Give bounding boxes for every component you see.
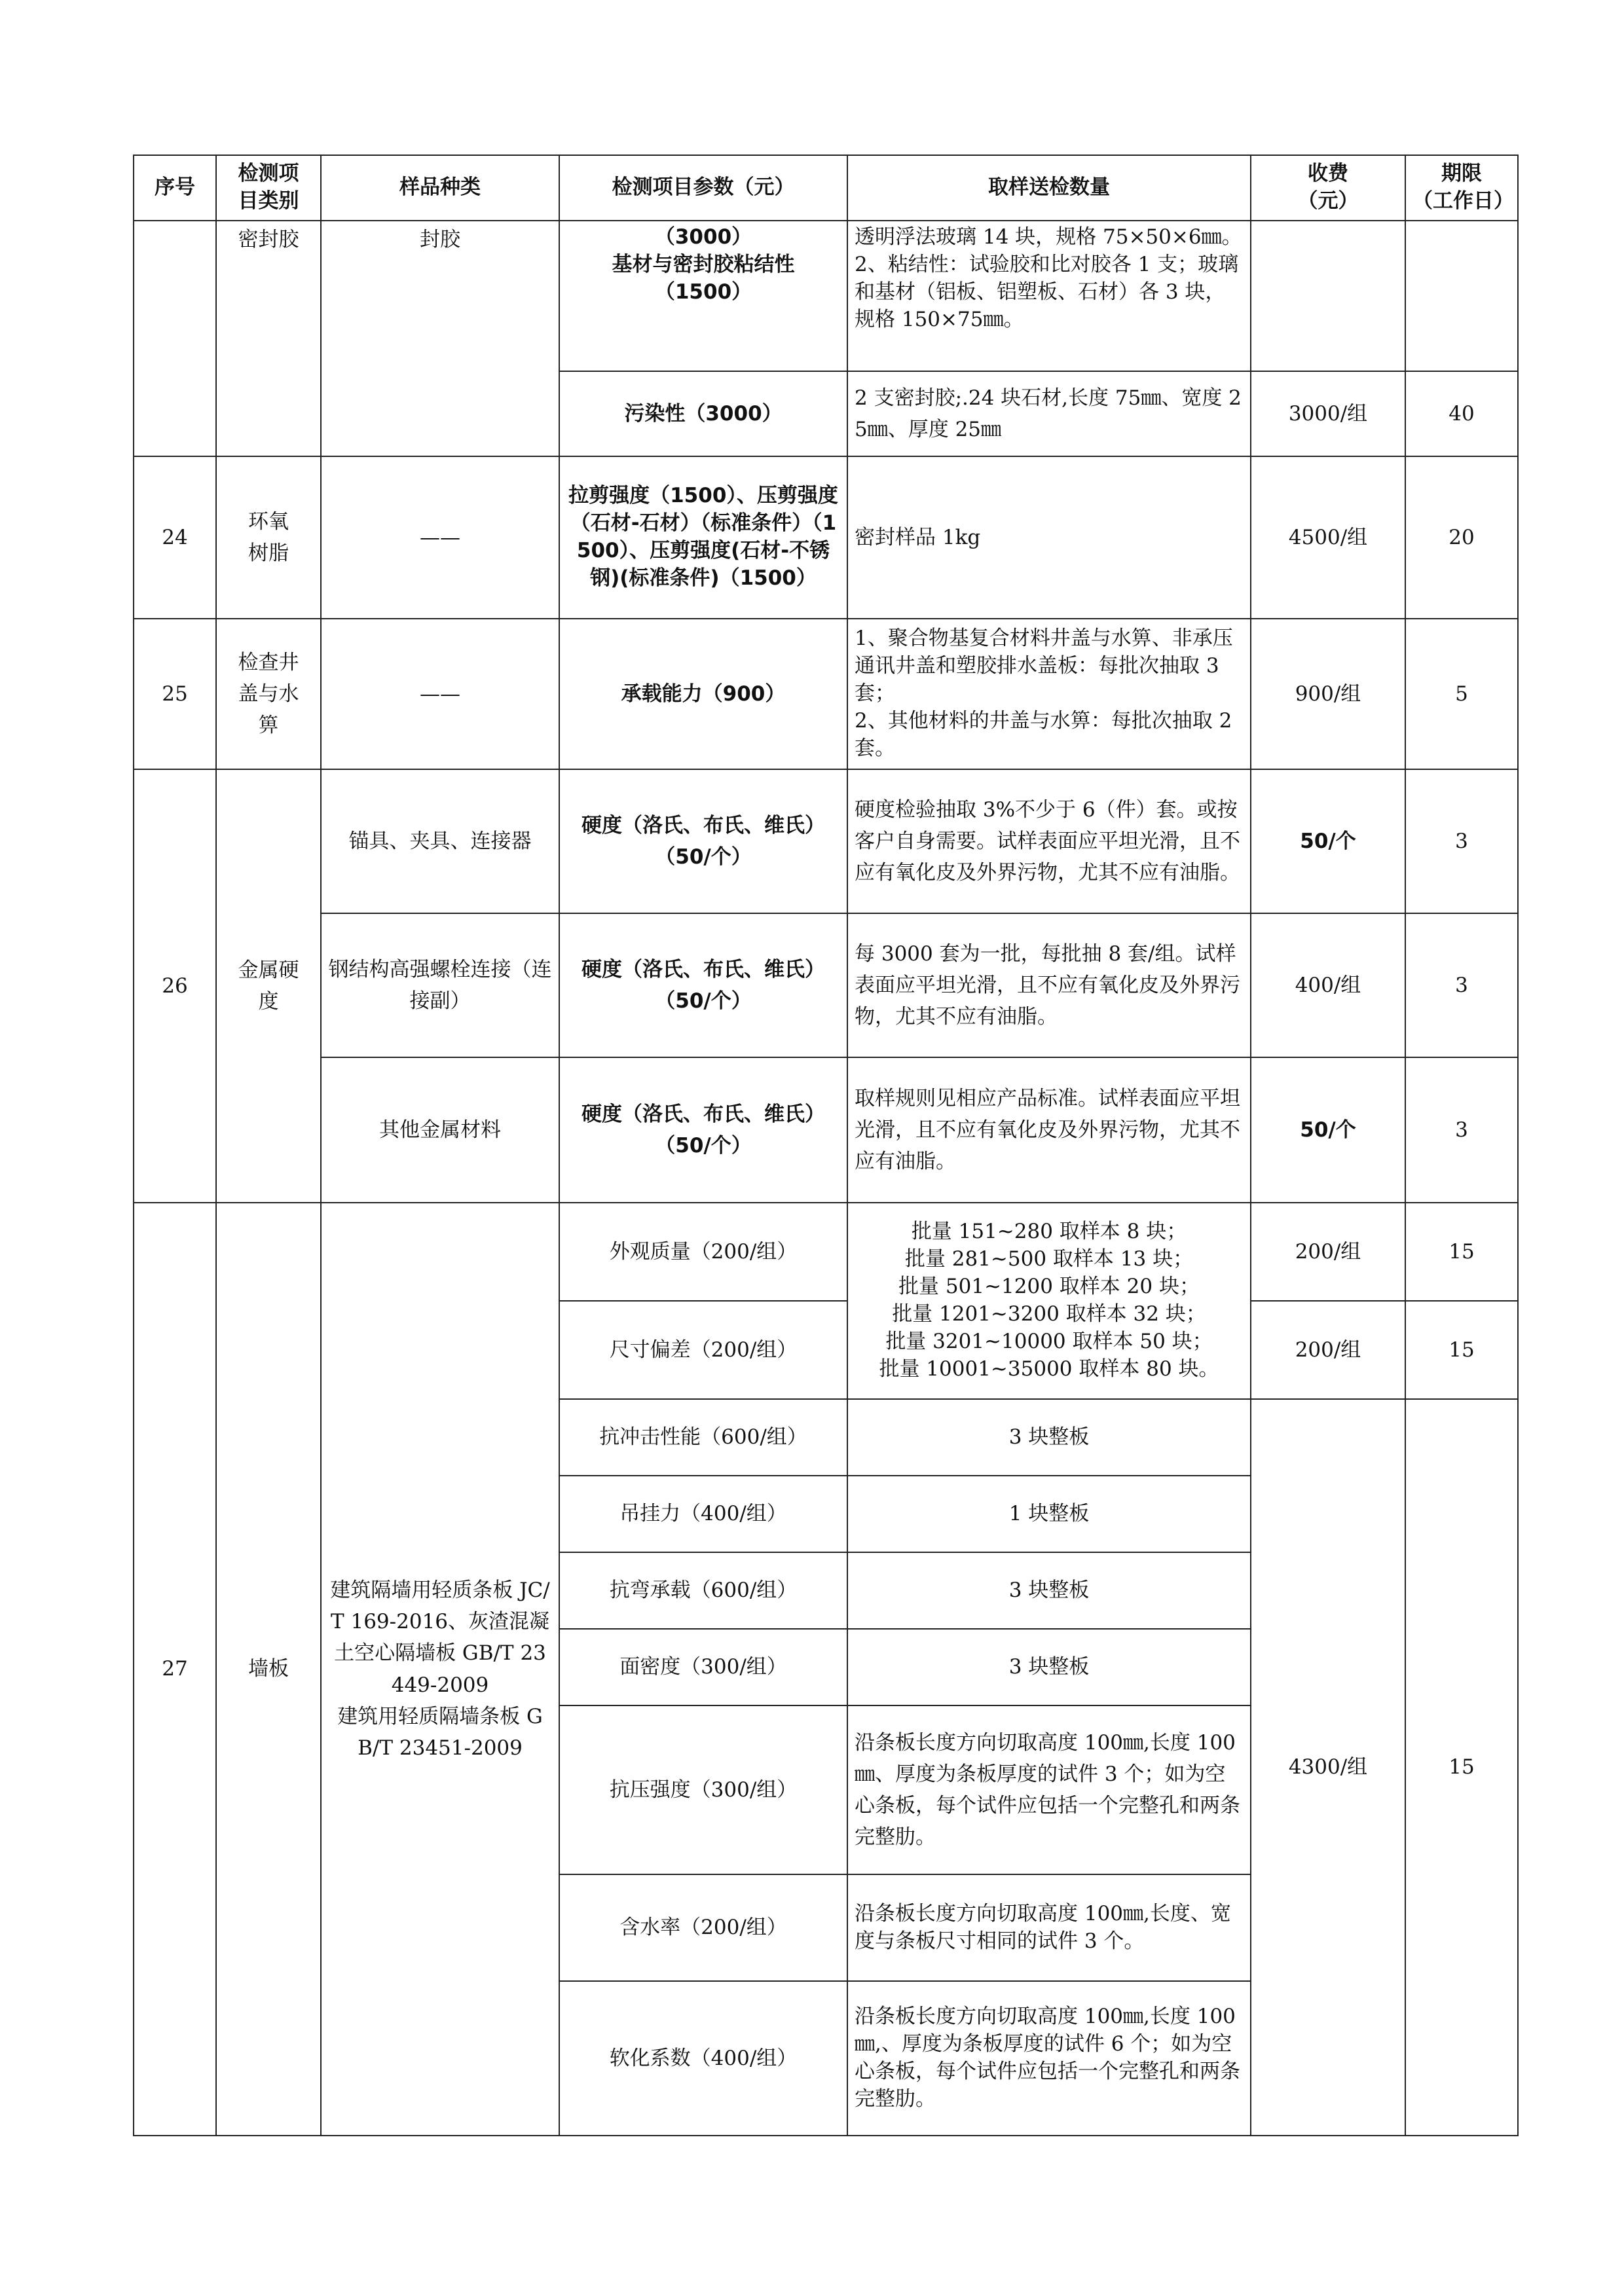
cell-fee: 4500/组 xyxy=(1251,456,1405,619)
cell-sample-type: —— xyxy=(321,456,559,619)
cell-sample-quantity: 取样规则见相应产品标准。试样表面应平坦光滑，且不应有氧化皮及外界污物，尤其不应有油脂。 xyxy=(847,1057,1251,1203)
cell-fee: 50/个 xyxy=(1251,1057,1405,1203)
table-row xyxy=(134,619,1518,769)
cell-period: 3 xyxy=(1405,913,1518,1057)
header-category: 检测项 目类别 xyxy=(216,155,321,221)
header-test-parameter: 检测项目参数（元） xyxy=(559,155,847,221)
cell-period: 15 xyxy=(1405,1301,1518,1399)
cell-no: 27 xyxy=(134,1203,216,2136)
cell-category: 墙板 xyxy=(216,1203,321,2136)
cell-no: 25 xyxy=(134,619,216,769)
cell-test-parameter: 拉剪强度（1500）、压剪强度（石材-石材）（标准条件）（1500）、压剪强度(石材-不锈钢)(标准条件)（1500） xyxy=(559,456,847,619)
cell-fee xyxy=(1251,221,1405,371)
cell-sample-type: 封胶 xyxy=(321,221,559,456)
cell-sample-quantity: 沿条板长度方向切取高度 100㎜,长度 100㎜、厚度为条板厚度的试件 3 个；如为空心条板，每个试件应包括一个完整孔和两条完整肋。 xyxy=(847,1705,1251,1874)
cell-sample-quantity: 1 块整板 xyxy=(847,1476,1251,1552)
cell-sample-quantity: 沿条板长度方向切取高度 100㎜,长度 100㎜,、厚度为条板厚度的试件 6 个；如为空心条板，每个试件应包括一个完整孔和两条完整肋。 xyxy=(847,1981,1251,2136)
cell-test-parameter: 含水率（200/组） xyxy=(559,1874,847,1981)
cell-sample-type: 建筑隔墙用轻质条板 JC/T 169-2016、灰渣混凝土空心隔墙板 GB/T 23449-2009 建筑用轻质隔墙条板 GB/T 23451-2009 xyxy=(321,1203,559,2136)
cell-sample-quantity: 透明浮法玻璃 14 块，规格 75×50×6㎜。 2、粘结性：试验胶和比对胶各 1 支；玻璃和基材（铝板、铝塑板、石材）各 3 块，规格 150×75㎜。 xyxy=(847,221,1251,371)
table-row xyxy=(134,769,1518,913)
cell-fee: 200/组 xyxy=(1251,1203,1405,1301)
cell-period: 3 xyxy=(1405,1057,1518,1203)
cell-sample-quantity: 沿条板长度方向切取高度 100㎜,长度、宽度与条板尺寸相同的试件 3 个。 xyxy=(847,1874,1251,1981)
cell-sample-quantity: 3 块整板 xyxy=(847,1552,1251,1629)
cell-sample-quantity: 硬度检验抽取 3%不少于 6（件）套。或按客户自身需要。试样表面应平坦光滑，且不应有氧化皮及外界污物，尤其不应有油脂。 xyxy=(847,769,1251,913)
cell-category: 环氧 树脂 xyxy=(216,456,321,619)
testing-fee-table xyxy=(133,155,1519,2136)
cell-period: 40 xyxy=(1405,371,1518,456)
header-row xyxy=(134,155,1518,221)
cell-period: 3 xyxy=(1405,769,1518,913)
cell-category: 检查井 盖与水 箅 xyxy=(216,619,321,769)
cell-sample-quantity: 3 块整板 xyxy=(847,1629,1251,1705)
table-row xyxy=(134,221,1518,371)
cell-test-parameter: 硬度（洛氏、布氏、维氏） （50/个） xyxy=(559,1057,847,1203)
cell-sample-quantity: 1、聚合物基复合材料井盖与水箅、非承压通讯井盖和塑胶排水盖板：每批次抽取 3 套； 2、其他材料的井盖与水箅：每批次抽取 2 套。 xyxy=(847,619,1251,769)
cell-test-parameter: 抗弯承载（600/组） xyxy=(559,1552,847,1629)
cell-fee: 900/组 xyxy=(1251,619,1405,769)
cell-test-parameter: 硬度（洛氏、布氏、维氏） （50/个） xyxy=(559,913,847,1057)
cell-sample-type: 其他金属材料 xyxy=(321,1057,559,1203)
cell-test-parameter: 抗压强度（300/组） xyxy=(559,1705,847,1874)
header-sample-type: 样品种类 xyxy=(321,155,559,221)
cell-category: 金属硬 度 xyxy=(216,769,321,1203)
cell-no xyxy=(134,221,216,456)
header-sample-quantity: 取样送检数量 xyxy=(847,155,1251,221)
cell-test-parameter: 硬度（洛氏、布氏、维氏） （50/个） xyxy=(559,769,847,913)
cell-period xyxy=(1405,221,1518,371)
cell-fee: 200/组 xyxy=(1251,1301,1405,1399)
cell-fee: 4300/组 xyxy=(1251,1399,1405,2136)
table-row xyxy=(134,1203,1518,1301)
cell-no: 24 xyxy=(134,456,216,619)
cell-test-parameter: 抗冲击性能（600/组） xyxy=(559,1399,847,1476)
cell-sample-type: 锚具、夹具、连接器 xyxy=(321,769,559,913)
table-row xyxy=(134,1057,1518,1203)
table-row xyxy=(134,913,1518,1057)
cell-fee: 400/组 xyxy=(1251,913,1405,1057)
cell-sample-type: 钢结构高强螺栓连接（连接副） xyxy=(321,913,559,1057)
cell-period: 20 xyxy=(1405,456,1518,619)
cell-sample-quantity: 密封样品 1kg xyxy=(847,456,1251,619)
cell-sample-quantity: 每 3000 套为一批，每批抽 8 套/组。试样表面应平坦光滑，且不应有氧化皮及外界污物，尤其不应有油脂。 xyxy=(847,913,1251,1057)
cell-test-parameter: 吊挂力（400/组） xyxy=(559,1476,847,1552)
cell-test-parameter: （3000） 基材与密封胶粘结性 （1500） xyxy=(559,221,847,371)
cell-period: 15 xyxy=(1405,1203,1518,1301)
cell-fee: 3000/组 xyxy=(1251,371,1405,456)
cell-period: 15 xyxy=(1405,1399,1518,2136)
cell-no: 26 xyxy=(134,769,216,1203)
cell-fee: 50/个 xyxy=(1251,769,1405,913)
cell-test-parameter: 污染性（3000） xyxy=(559,371,847,456)
cell-test-parameter: 外观质量（200/组） xyxy=(559,1203,847,1301)
cell-sample-type: —— xyxy=(321,619,559,769)
cell-test-parameter: 承载能力（900） xyxy=(559,619,847,769)
cell-sample-quantity: 3 块整板 xyxy=(847,1399,1251,1476)
cell-test-parameter: 尺寸偏差（200/组） xyxy=(559,1301,847,1399)
header-no: 序号 xyxy=(134,155,216,221)
header-fee: 收费 （元） xyxy=(1251,155,1405,221)
cell-test-parameter: 面密度（300/组） xyxy=(559,1629,847,1705)
cell-sample-quantity: 批量 151~280 取样本 8 块； 批量 281~500 取样本 13 块； 批量 501~1200 取样本 20 块； 批量 1201~3200 取样本 32 块； 批量 3201~10000 取样本 50 块； 批量 10001~35000 取样本 80 块。 xyxy=(847,1203,1251,1399)
table-row xyxy=(134,456,1518,619)
cell-test-parameter: 软化系数（400/组） xyxy=(559,1981,847,2136)
cell-category: 密封胶 xyxy=(216,221,321,456)
cell-period: 5 xyxy=(1405,619,1518,769)
header-period: 期限 （工作日） xyxy=(1405,155,1518,221)
cell-sample-quantity: 2 支密封胶;.24 块石材,长度 75㎜、宽度 25㎜、厚度 25㎜ xyxy=(847,371,1251,456)
